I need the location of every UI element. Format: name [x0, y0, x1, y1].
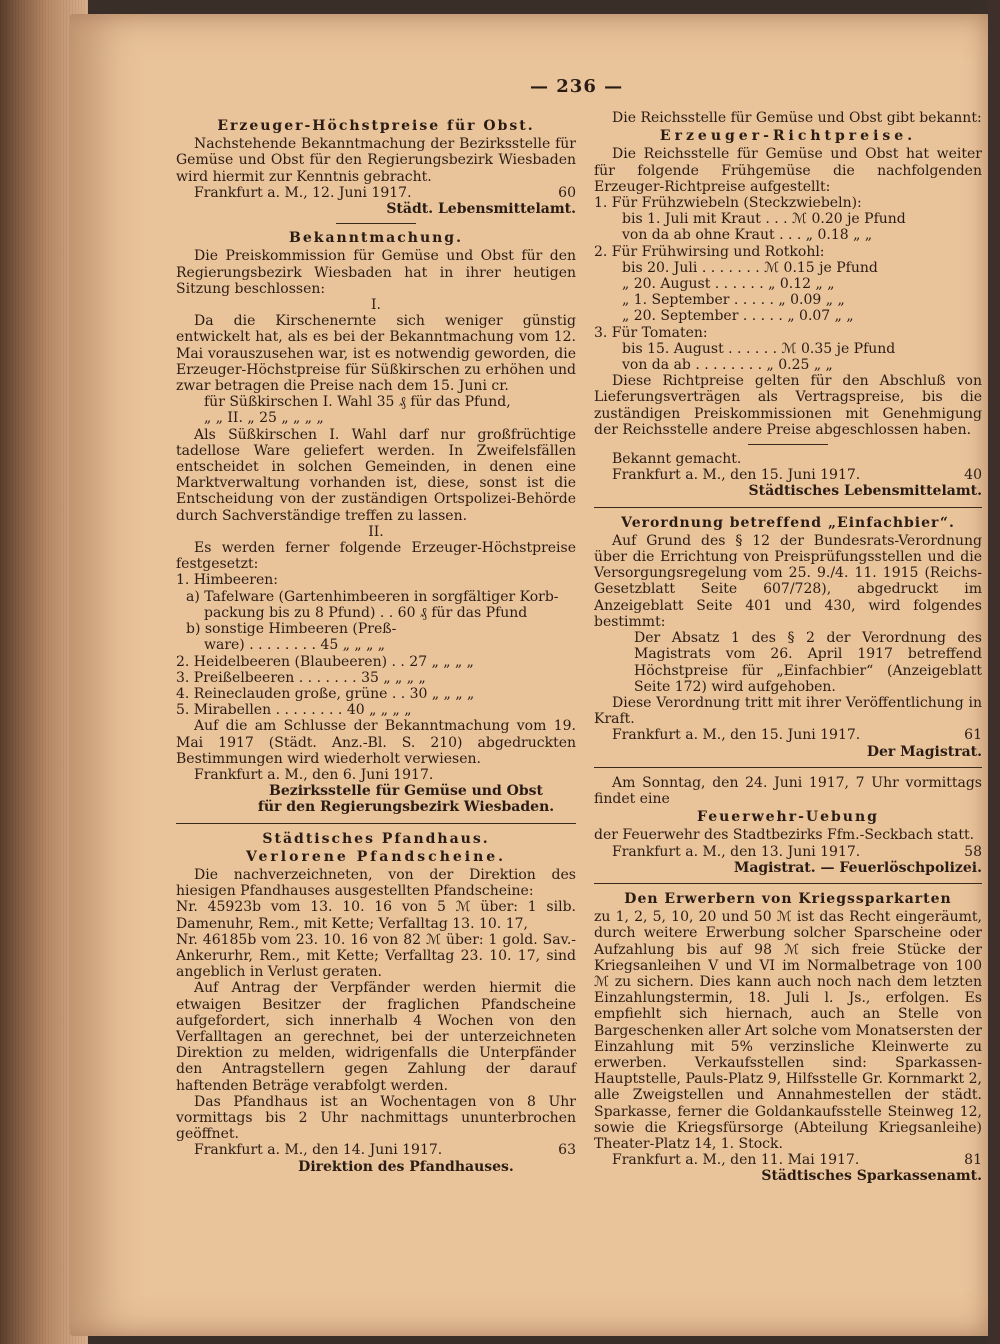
- paragraph: Nachstehende Bekanntmachung der Bezirksstelle für Gemüse und Obst für den Regierungsbezirk Wiesbaden wird hiermit zur Kenntnis gebracht.: [176, 136, 576, 185]
- price-list: [176, 572, 576, 718]
- signature: Direktion des Pfandhauses.: [298, 1158, 514, 1175]
- date: Frankfurt a. M., den 6. Juni 1917.: [194, 766, 434, 783]
- date: Frankfurt a. M., den 11. Mai 1917.: [612, 1152, 860, 1169]
- section-title: Feuerwehr-Uebung: [697, 809, 879, 826]
- list-item: a) Tafelware (Gartenhimbeeren in sorgfältiger Korb-: [186, 588, 559, 605]
- divider: [594, 767, 982, 768]
- paragraph: zu 1, 2, 5, 10, 20 und 50 ℳ ist das Recht eingeräumt, durch weitere Erwerbung solcher Sparscheine oder Aufzahlung bis auf 98 ℳ sich freie Stücke der Kriegsanleihen V und VI im Normalbetrage von 100 ℳ zu sichern. Dies kann auch noch nach dem letzten Einzahlungstermin, 18. Juli l. Js., erfolgen. Es empfiehlt sich hiernach, auch an Stelle von Bargeschenken aller Art solche vom Monatsersten der Einzahlung mit 5% verzinsliche Kleinwerte zu erwerben. Verkaufsstellen sind: Sparkassen-Hauptstelle, Pauls-Platz 9, Hilfsstelle Gr. Kornmarkt 2, alle Zweigstellen und Annahmestellen der städt. Sparkasse, ferner die Goldankaufsstelle Steinweg 12, sowie die Kriegsfürsorge (Abteilung Kriegsanleihe) Theater-Platz 14, 1. Stock.: [594, 909, 982, 1152]
- paragraph: Diese Verordnung tritt mit ihrer Veröffentlichung in Kraft.: [594, 694, 982, 728]
- paragraph: Da die Kirschenernte sich weniger günstig entwickelt hat, als es bei der Bekanntmachung vom 12. Mai vorauszusehen war, ist es notwendig geworden, die Erzeuger-Höchstpreise für Süßkirschen zu erhöhen und zwar betragen die Preise nach dem 15. Juni cr.: [176, 313, 576, 395]
- date: Frankfurt a. M., den 13. Juni 1917.: [612, 843, 861, 860]
- notice-number: 61: [964, 727, 982, 744]
- date-line: [176, 1142, 576, 1158]
- list-item: ware) . . . . . . . . 45 „ „ „ „: [204, 637, 386, 654]
- divider: [748, 444, 828, 445]
- left-column: [176, 116, 576, 1175]
- signature: Magistrat. — Feuerlöschpolizei.: [733, 859, 982, 876]
- date: Frankfurt a. M., 12. Juni 1917.: [194, 184, 412, 201]
- roman-numeral: II.: [368, 523, 384, 540]
- list-item: 3. Preißelbeeren . . . . . . . 35 „ „ „ „: [176, 669, 426, 686]
- date: Frankfurt a. M., den 15. Juni 1917.: [612, 467, 861, 484]
- list-item: 1. Himbeeren:: [176, 572, 279, 589]
- list-item: 4. Reineclauden große, grüne . . 30 „ „ „ „: [176, 685, 475, 702]
- date-line: [594, 727, 982, 743]
- signature: Städtisches Lebensmittelamt.: [748, 483, 982, 500]
- section-title: Bekanntmachung.: [289, 230, 463, 247]
- list-item: 2. Für Frühwirsing und Rotkohl:: [594, 243, 825, 260]
- signature: Bezirksstelle für Gemüse und Obst: [269, 783, 543, 800]
- date-line: [176, 185, 576, 201]
- notice-number: 60: [558, 184, 576, 201]
- date: Frankfurt a. M., den 15. Juni 1917.: [612, 727, 861, 744]
- list-item: bis 1. Juli mit Kraut . . . ℳ 0.20 je Pfund: [622, 211, 906, 228]
- divider: [594, 883, 982, 884]
- paragraph: Das Pfandhaus ist an Wochentagen von 8 Uhr vormittags bis 2 Uhr nachmittags ununterbrochen geöffnet.: [176, 1093, 576, 1143]
- divider: [176, 823, 576, 824]
- paragraph: der Feuerwehr des Stadtbezirks Ffm.-Seckbach statt.: [594, 827, 975, 844]
- paragraph: Es werden ferner folgende Erzeuger-Höchstpreise festgesetzt:: [176, 540, 576, 573]
- notice-number: 63: [558, 1142, 576, 1159]
- right-column: [594, 110, 982, 1185]
- section-title: Städtisches Pfandhaus.: [262, 830, 490, 847]
- section-title: Erzeuger-Richtpreise.: [659, 128, 917, 145]
- list-item: „ 20. August . . . . . . „ 0.12 „ „: [622, 276, 835, 293]
- paragraph: Die Preiskommission für Gemüse und Obst für den Regierungsbezirk Wiesbaden hat in ihrer heutigen Sitzung beschlossen:: [176, 248, 576, 297]
- divider: [594, 507, 982, 508]
- paragraph: Nr. 46185b vom 23. 10. 16 von 82 ℳ über: 1 gold. Sav.-Ankerurhr, Rem., mit Kette; Verfalltag 23. 10. 17, sind angeblich in Verlust geraten.: [176, 931, 576, 981]
- signature: Städt. Lebensmittelamt.: [386, 201, 576, 218]
- paragraph: Auf die am Schlusse der Bekanntmachung vom 19. Mai 1917 (Städt. Anz.-Bl. S. 210) abgedruckten Bestimmungen wird wiederholt verwiesen.: [176, 718, 576, 767]
- known-made: Bekannt gemacht.: [612, 451, 742, 468]
- roman-numeral: I.: [371, 297, 381, 314]
- paragraph: Als Süßkirschen I. Wahl darf nur großfrüchtige tadellose Ware geliefert werden. In Zweifelsfällen entscheidet in solchen Gemeinden, in denen eine Marktverwaltung vorhanden ist, diese, sonst ist die Entscheidung von der zuständigen Ortspolizei-Behörde durch Sachverständige treffen zu lassen.: [176, 426, 576, 524]
- list-item: „ 20. September . . . . . „ 0.07 „ „: [622, 308, 854, 325]
- section-subtitle: Verlorene Pfandscheine.: [245, 848, 507, 865]
- paragraph: Die nachverzeichneten, von der Direktion des hiesigen Pfandhauses ausgestellten Pfandscheine:: [176, 866, 576, 900]
- price-line: für Süßkirschen I. Wahl 35 ₰ für das Pfund,: [204, 394, 511, 411]
- list-item: bis 20. Juli . . . . . . . ℳ 0.15 je Pfund: [622, 259, 878, 276]
- paragraph: Am Sonntag, den 24. Juni 1917, 7 Uhr vormittags findet eine: [594, 774, 982, 807]
- date-line: [594, 467, 982, 483]
- notice-number: 40: [964, 467, 982, 484]
- list-item: bis 15. August . . . . . . ℳ 0.35 je Pfund: [622, 340, 896, 357]
- section-title: Verordnung betreffend „Einfachbier“.: [621, 514, 955, 531]
- paragraph: Die Reichsstelle für Gemüse und Obst hat weiter für folgende Frühgemüse die nachfolgenden Erzeuger-Richtpreise aufgestellt:: [594, 146, 982, 195]
- paragraph: Nr. 45923b vom 13. 10. 16 von 5 ℳ über: 1 silb. Damenuhr, Rem., mit Kette; Verfalltag 13. 10. 17,: [176, 899, 576, 932]
- list-item: packung bis zu 8 Pfund) . . 60 ₰ für das Pfund: [204, 604, 528, 621]
- paragraph: Diese Richtpreise gelten für den Abschluß von Lieferungsverträgen als Vertragspreise, bis die zuständigen Preiskommissionen mit Genehmigung der Reichsstelle andere Preise abgeschlossen haben.: [594, 373, 982, 438]
- divider: [336, 223, 416, 224]
- date-line: [594, 844, 982, 860]
- page-number: — 236 —: [530, 76, 624, 97]
- signature: Städtisches Sparkassenamt.: [761, 1168, 982, 1185]
- binding-edge: [988, 0, 1000, 1344]
- paragraph: Die Reichsstelle für Gemüse und Obst gibt bekannt:: [612, 110, 982, 126]
- section-title: Den Erwerbern von Kriegssparkarten: [624, 890, 952, 907]
- section-title: Erzeuger-Höchstpreise für Obst.: [217, 118, 535, 134]
- signature: für den Regierungsbezirk Wiesbaden.: [257, 799, 555, 816]
- date: Frankfurt a. M., den 14. Juni 1917.: [194, 1142, 443, 1159]
- notice-number: 81: [964, 1152, 982, 1169]
- list-item: 3. Für Tomaten:: [594, 324, 708, 341]
- paragraph: Auf Antrag der Verpfänder werden hiermit die etwaigen Besitzer der fraglichen Pfandscheine aufgefordert, sich innerhalb 4 Wochen von den Verfalltagen an gerechnet, bei der unterzeichneten Direktion zu melden, widrigenfalls die Unterpfänder den Antragstellern gegen Zahlung der darauf haftenden Beträge verabfolgt werden.: [176, 980, 576, 1094]
- list-item: 5. Mirabellen . . . . . . . . 40 „ „ „ „: [176, 702, 412, 719]
- paragraph: Der Absatz 1 des § 2 der Verordnung des Magistrats vom 26. April 1917 betreffend Höchstpreise für „Einfachbier“ (Anzeigeblatt Seite 172) wird aufgehoben.: [634, 630, 982, 695]
- date-line: [594, 1152, 982, 1168]
- list-item: 1. Für Frühzwiebeln (Steckzwiebeln):: [594, 195, 862, 212]
- list-item: von da ab ohne Kraut . . . „ 0.18 „ „: [622, 227, 873, 244]
- notice-number: 58: [964, 843, 982, 860]
- paragraph: Auf Grund des § 12 der Bundesrats-Verordnung über die Errichtung von Preisprüfungsstellen und die Versorgungsregelung vom 25. 9./4. 11. 1915 (Reichs-Gesetzblatt Seite 607/728), abgedruckt im Anzeigeblatt Seite 401 und 430, wird folgendes bestimmt:: [594, 532, 982, 630]
- list-item: von da ab . . . . . . . . „ 0.25 „ „: [622, 357, 833, 374]
- price-line: „ „ II. „ 25 „ „ „ „: [204, 410, 324, 427]
- price-list: [594, 195, 982, 373]
- list-item: 2. Heidelbeeren (Blaubeeren) . . 27 „ „ „ „: [176, 653, 474, 670]
- signature: Der Magistrat.: [866, 743, 982, 760]
- list-item: „ 1. September . . . . . „ 0.09 „ „: [622, 292, 845, 309]
- list-item: b) sonstige Himbeeren (Preß-: [186, 621, 397, 638]
